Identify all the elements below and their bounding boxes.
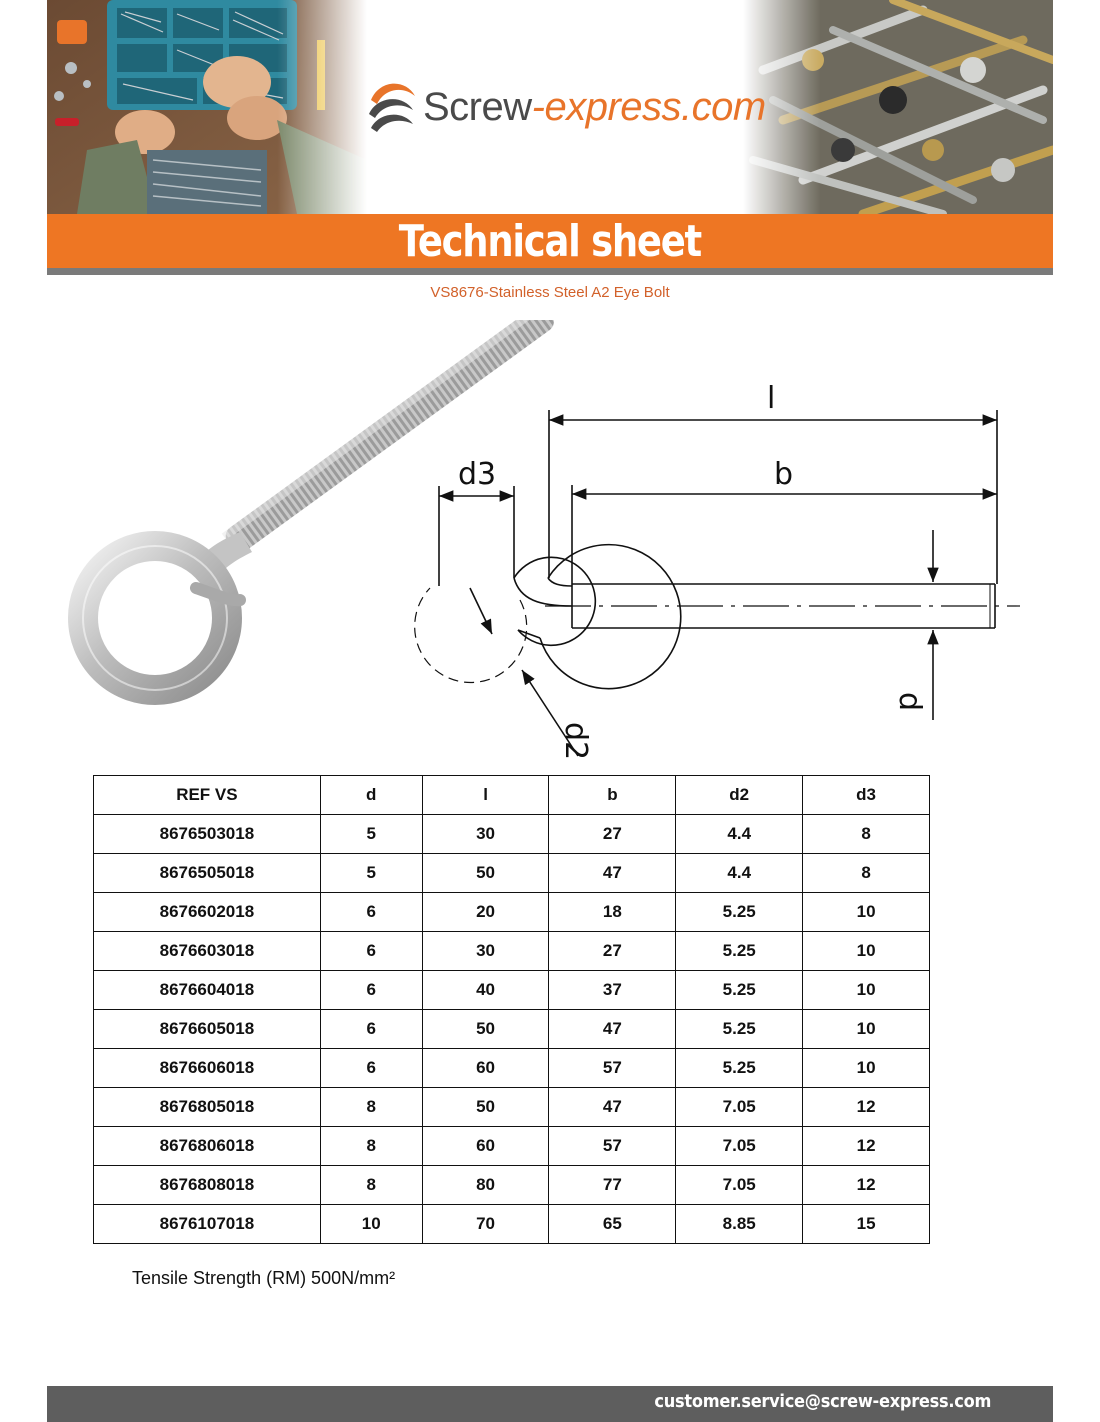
cell-d2: 4.4 [676, 815, 803, 854]
cell-d3: 12 [803, 1088, 930, 1127]
cell-d: 6 [320, 1010, 422, 1049]
cell-d3: 10 [803, 932, 930, 971]
cell-l: 30 [422, 932, 549, 971]
table-row [94, 893, 930, 932]
dimension-label-d2: d2 [558, 722, 593, 761]
table-row [94, 854, 930, 893]
cell-l: 30 [422, 815, 549, 854]
dimensions-table [93, 775, 930, 1244]
screws-photo [743, 0, 1053, 214]
cell-l: 40 [422, 971, 549, 1010]
cell-d3: 8 [803, 854, 930, 893]
cell-b: 65 [549, 1205, 676, 1244]
cell-ref: 8676805018 [94, 1088, 321, 1127]
cell-d: 6 [320, 971, 422, 1010]
table-row [94, 1088, 930, 1127]
cell-b: 27 [549, 815, 676, 854]
cell-l: 60 [422, 1127, 549, 1166]
column-header-ref: REF VS [94, 776, 321, 815]
cell-d: 10 [320, 1205, 422, 1244]
cell-l: 80 [422, 1166, 549, 1205]
cell-b: 77 [549, 1166, 676, 1205]
cell-d2: 7.05 [676, 1166, 803, 1205]
footer-email-link[interactable]: customer.service@screw-express.com [654, 1391, 991, 1412]
cell-ref: 8676606018 [94, 1049, 321, 1088]
cell-l: 20 [422, 893, 549, 932]
cell-d3: 10 [803, 1049, 930, 1088]
cell-b: 27 [549, 932, 676, 971]
product-subtitle: VS8676-Stainless Steel A2 Eye Bolt [430, 284, 670, 301]
tensile-strength-note: Tensile Strength (RM) 500N/mm² [132, 1268, 396, 1288]
cell-d: 6 [320, 893, 422, 932]
cell-b: 47 [549, 854, 676, 893]
cell-d2: 5.25 [676, 932, 803, 971]
cell-l: 70 [422, 1205, 549, 1244]
dimension-label-l: l [767, 381, 776, 416]
cell-d3: 12 [803, 1166, 930, 1205]
footer-bar [47, 1386, 1053, 1422]
cell-l: 50 [422, 854, 549, 893]
cell-b: 37 [549, 971, 676, 1010]
cell-d3: 10 [803, 971, 930, 1010]
column-header-l: l [422, 776, 549, 815]
cell-ref: 8676605018 [94, 1010, 321, 1049]
cell-d: 5 [320, 854, 422, 893]
column-header-d2: d2 [676, 776, 803, 815]
dimension-label-b: b [774, 457, 794, 492]
cell-d3: 12 [803, 1127, 930, 1166]
header-banner [47, 0, 1053, 214]
cell-ref: 8676603018 [94, 932, 321, 971]
screw-express-logo [367, 72, 766, 142]
cell-l: 50 [422, 1010, 549, 1049]
table-row [94, 815, 930, 854]
eye-bolt-dimension-drawing [415, 410, 1020, 756]
cell-d: 8 [320, 1088, 422, 1127]
table-row [94, 1049, 930, 1088]
eye-bolt-photo [83, 320, 558, 690]
cell-d2: 7.05 [676, 1088, 803, 1127]
cell-d: 6 [320, 932, 422, 971]
product-drawing [0, 320, 1100, 770]
cell-d: 5 [320, 815, 422, 854]
cell-l: 60 [422, 1049, 549, 1088]
column-header-d3: d3 [803, 776, 930, 815]
cell-ref: 8676806018 [94, 1127, 321, 1166]
cell-d3: 10 [803, 893, 930, 932]
cell-ref: 8676107018 [94, 1205, 321, 1244]
cell-d3: 8 [803, 815, 930, 854]
cell-d2: 5.25 [676, 1049, 803, 1088]
cell-ref: 8676604018 [94, 971, 321, 1010]
dimension-label-d: d [892, 692, 927, 712]
cell-d2: 5.25 [676, 893, 803, 932]
dimension-label-d3: d3 [458, 457, 497, 492]
column-header-d: d [320, 776, 422, 815]
logo-text-domain: -express.com [531, 84, 766, 129]
cell-b: 18 [549, 893, 676, 932]
workbench-photo [47, 0, 367, 214]
logo-swoosh-icon [367, 76, 419, 138]
cell-l: 50 [422, 1088, 549, 1127]
cell-d: 8 [320, 1127, 422, 1166]
cell-d2: 8.85 [676, 1205, 803, 1244]
table-row [94, 1010, 930, 1049]
cell-ref: 8676808018 [94, 1166, 321, 1205]
logo-text-screw: Screw [423, 84, 532, 129]
cell-d2: 5.25 [676, 1010, 803, 1049]
title-band-shadow [47, 268, 1053, 275]
cell-b: 57 [549, 1049, 676, 1088]
title-band [47, 214, 1053, 268]
cell-d: 8 [320, 1166, 422, 1205]
cell-ref: 8676602018 [94, 893, 321, 932]
cell-d3: 10 [803, 1010, 930, 1049]
column-header-b: b [549, 776, 676, 815]
cell-d2: 7.05 [676, 1127, 803, 1166]
cell-d: 6 [320, 1049, 422, 1088]
table-row [94, 1166, 930, 1205]
cell-ref: 8676503018 [94, 815, 321, 854]
cell-d2: 5.25 [676, 971, 803, 1010]
cell-ref: 8676505018 [94, 854, 321, 893]
cell-b: 47 [549, 1010, 676, 1049]
table-row [94, 932, 930, 971]
table-row [94, 971, 930, 1010]
table-row [94, 1127, 930, 1166]
cell-b: 57 [549, 1127, 676, 1166]
cell-d2: 4.4 [676, 854, 803, 893]
table-row [94, 1205, 930, 1244]
cell-b: 47 [549, 1088, 676, 1127]
cell-d3: 15 [803, 1205, 930, 1244]
page-title: Technical sheet [398, 215, 702, 267]
table-header-row [94, 776, 930, 815]
